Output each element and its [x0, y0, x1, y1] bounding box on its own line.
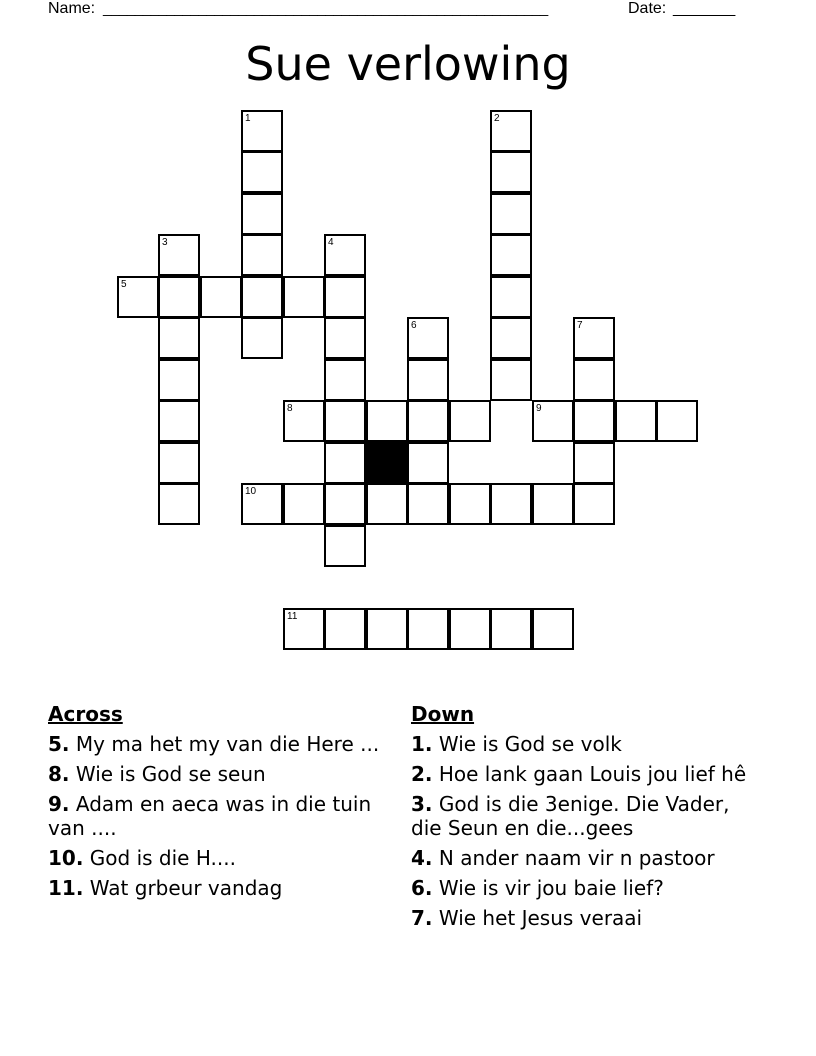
clue-item: [48, 762, 388, 786]
clue-number: 6.: [411, 876, 433, 900]
clue-number: 3: [162, 237, 168, 248]
clue-number: 10: [245, 486, 257, 497]
clue-item: [411, 876, 761, 900]
grid-cell[interactable]: [324, 400, 366, 442]
grid-cell[interactable]: [407, 608, 449, 650]
grid-cell[interactable]: [573, 317, 615, 359]
grid-cell[interactable]: [324, 608, 366, 650]
grid-cell[interactable]: [532, 400, 574, 442]
grid-cell[interactable]: [449, 483, 491, 525]
clue-number: 2: [494, 113, 500, 124]
grid-cell[interactable]: [283, 400, 325, 442]
grid-cell[interactable]: [158, 483, 200, 525]
grid-cell[interactable]: [324, 525, 366, 567]
clue-text: God is die H....: [83, 846, 236, 870]
grid-cell[interactable]: [490, 483, 532, 525]
grid-cell[interactable]: [366, 400, 408, 442]
grid-cell[interactable]: [158, 234, 200, 276]
clue-number: 3.: [411, 792, 433, 816]
grid-cell[interactable]: [366, 608, 408, 650]
grid-cell[interactable]: [407, 400, 449, 442]
black-cell: [366, 442, 408, 484]
grid-cell[interactable]: [615, 400, 657, 442]
grid-cell[interactable]: [490, 110, 532, 152]
grid-cell[interactable]: [573, 483, 615, 525]
grid-cell[interactable]: [324, 359, 366, 401]
clue-number: 7.: [411, 906, 433, 930]
grid-cell[interactable]: [366, 483, 408, 525]
clue-text: Wie is God se seun: [69, 762, 266, 786]
grid-cell[interactable]: [158, 442, 200, 484]
across-heading: Across: [48, 702, 123, 726]
clue-text: Wat grbeur vandag: [83, 876, 283, 900]
grid-cell[interactable]: [324, 234, 366, 276]
date-label: Date:: [628, 0, 667, 17]
grid-cell[interactable]: [158, 359, 200, 401]
clue-number: 9.: [48, 792, 70, 816]
grid-cell[interactable]: [573, 400, 615, 442]
clue-item: [48, 732, 388, 756]
clue-number: 1.: [411, 732, 433, 756]
grid-cell[interactable]: [407, 442, 449, 484]
grid-cell[interactable]: [656, 400, 698, 442]
clue-number: 4: [328, 237, 334, 248]
clue-item: [411, 906, 761, 930]
clue-item: [411, 732, 761, 756]
grid-cell[interactable]: [490, 151, 532, 193]
name-label: Name:: [48, 0, 96, 17]
grid-cell[interactable]: [324, 483, 366, 525]
grid-cell[interactable]: [241, 151, 283, 193]
clue-number: 6: [411, 320, 417, 331]
grid-cell[interactable]: [490, 193, 532, 235]
clue-number: 11.: [48, 876, 84, 900]
grid-cell[interactable]: [241, 483, 283, 525]
grid-cell[interactable]: [573, 359, 615, 401]
grid-cell[interactable]: [158, 276, 200, 318]
grid-cell[interactable]: [573, 442, 615, 484]
grid-cell[interactable]: [324, 442, 366, 484]
grid-cell[interactable]: [158, 400, 200, 442]
grid-cell[interactable]: [490, 234, 532, 276]
grid-cell[interactable]: [283, 608, 325, 650]
clue-number: 5.: [48, 732, 70, 756]
clue-number: 1: [245, 113, 251, 124]
grid-cell[interactable]: [407, 317, 449, 359]
grid-cell[interactable]: [490, 276, 532, 318]
clue-item: [411, 792, 761, 840]
grid-cell[interactable]: [117, 276, 159, 318]
name-blank: ________________________________________________________: [103, 0, 548, 17]
grid-cell[interactable]: [241, 317, 283, 359]
clue-text: God is die 3enige. Die Vader, die Seun en die...gees: [411, 792, 730, 840]
grid-cell[interactable]: [532, 608, 574, 650]
clue-number: 7: [577, 320, 583, 331]
grid-cell[interactable]: [407, 359, 449, 401]
clue-text: Wie het Jesus veraai: [432, 906, 643, 930]
date-blank: _______: [673, 0, 736, 17]
grid-cell[interactable]: [200, 276, 242, 318]
grid-cell[interactable]: [449, 400, 491, 442]
grid-cell[interactable]: [407, 483, 449, 525]
grid-cell[interactable]: [449, 608, 491, 650]
clue-text: N ander naam vir n pastoor: [432, 846, 715, 870]
grid-cell[interactable]: [324, 276, 366, 318]
grid-cell[interactable]: [283, 483, 325, 525]
clue-item: [48, 846, 388, 870]
clue-text: Hoe lank gaan Louis jou lief hê: [432, 762, 747, 786]
clue-item: [48, 876, 388, 900]
grid-cell[interactable]: [241, 193, 283, 235]
clue-item: [411, 846, 761, 870]
clue-number: 4.: [411, 846, 433, 870]
grid-cell[interactable]: [532, 483, 574, 525]
grid-cell[interactable]: [490, 608, 532, 650]
across-list: [48, 732, 388, 900]
clue-number: 10.: [48, 846, 84, 870]
clue-text: Wie is God se volk: [432, 732, 622, 756]
grid-cell[interactable]: [490, 317, 532, 359]
clue-number: 9: [536, 403, 542, 414]
clue-number: 8: [287, 403, 293, 414]
clue-item: [411, 762, 761, 786]
clue-number: 5: [121, 279, 127, 290]
page-title: Sue verlowing: [245, 37, 571, 91]
down-heading: Down: [411, 702, 475, 726]
clue-number: 8.: [48, 762, 70, 786]
clue-item: [48, 792, 388, 840]
down-clues: [411, 702, 761, 936]
clue-number: 11: [287, 611, 298, 622]
grid-cell[interactable]: [324, 317, 366, 359]
clue-number: 2.: [411, 762, 433, 786]
clue-text: Adam en aeca was in die tuin van ....: [48, 792, 372, 840]
clue-text: My ma het my van die Here ...: [69, 732, 380, 756]
grid-cell[interactable]: [241, 276, 283, 318]
down-list: [411, 732, 761, 930]
grid-cell[interactable]: [158, 317, 200, 359]
clue-text: Wie is vir jou baie lief?: [432, 876, 664, 900]
grid-cell[interactable]: [490, 359, 532, 401]
grid-cell[interactable]: [283, 276, 325, 318]
grid-cell[interactable]: [241, 234, 283, 276]
across-clues: [48, 702, 388, 906]
grid-cell[interactable]: [241, 110, 283, 152]
